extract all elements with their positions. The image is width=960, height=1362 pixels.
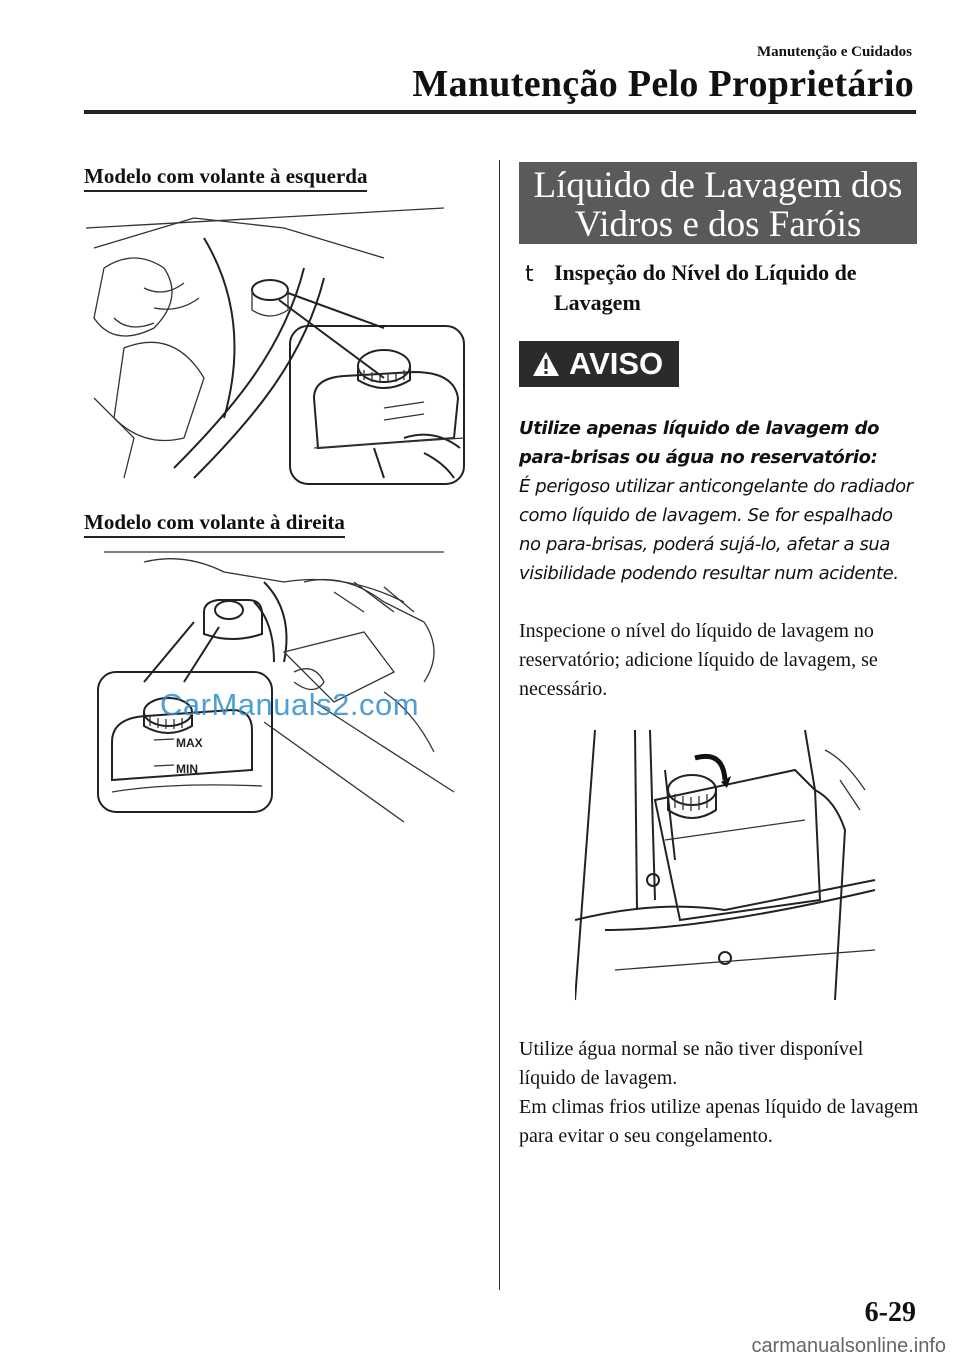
paragraph-water-line1: Utilize água normal se não tiver disponível líquido de lavagem. (519, 1038, 864, 1089)
warning-body-text: É perigoso utilizar anticongelante do radiador como líquido de lavagem. Se for espalhado no para-brisas, poderá sujá-lo, afetar a sua visibilidade podendo resultar num acidente. (519, 476, 913, 584)
column-divider (499, 160, 500, 1290)
warning-triangle-icon (531, 350, 561, 378)
fig-max-label: MAX (176, 736, 203, 750)
warning-label: AVISO (569, 346, 664, 381)
banner-line-1: Líquido de Lavagem dos (533, 165, 903, 206)
label-left-hand-drive: Modelo com volante à esquerda (84, 164, 367, 192)
footer-watermark: carmanualsonline.info (751, 1335, 946, 1357)
warning-badge (519, 341, 679, 387)
bullet-marker: t (525, 262, 534, 287)
banner-line-2: Vidros e dos Faróis (574, 204, 862, 245)
subsection-heading: Inspeção do Nível do Líquido de Lavagem (554, 260, 857, 315)
paragraph-water (519, 1035, 919, 1151)
section-banner (519, 162, 917, 244)
figure-left-hand-drive (84, 198, 468, 488)
paragraph-inspect: Inspecione o nível do líquido de lavagem no reservatório; adicione líquido de lavagem, se necessário. (519, 620, 878, 700)
page-number: 6-29 (864, 1297, 916, 1328)
running-header-section: Manutenção e Cuidados (756, 44, 912, 60)
warning-text (519, 414, 919, 588)
paragraph-water-line2: Em climas frios utilize apenas líquido de lavagem para evitar o seu congelamento. (519, 1096, 919, 1147)
running-header-title: Manutenção Pelo Proprietário (412, 63, 914, 105)
label-right-hand-drive: Modelo com volante à direita (84, 510, 345, 538)
header-rule (84, 110, 916, 114)
figure-washer-reservoir (575, 730, 877, 1002)
fig-min-label: MIN (176, 762, 198, 776)
watermark-text: CarManuals2.com (160, 687, 420, 722)
warning-bold-text: Utilize apenas líquido de lavagem do para-brisas ou água no reservatório: (519, 418, 880, 468)
